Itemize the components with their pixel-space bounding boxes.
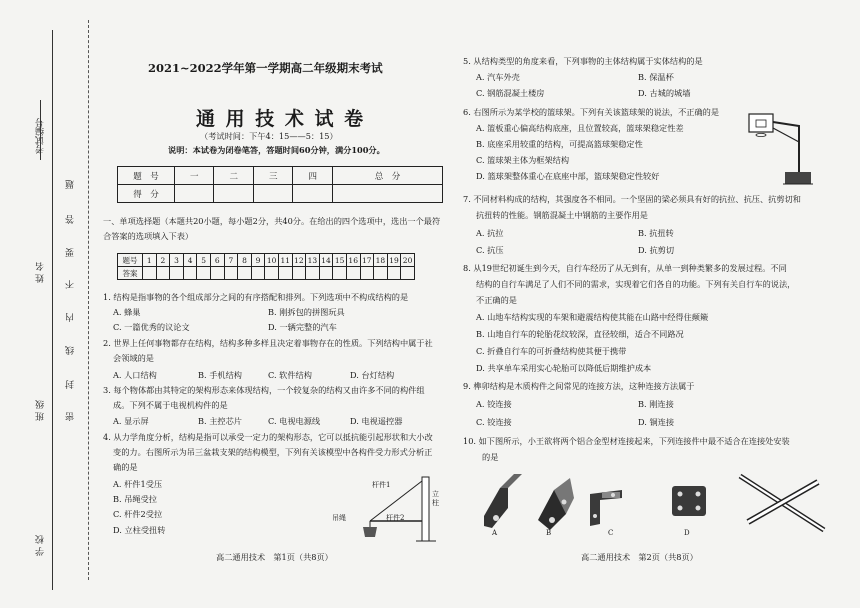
q1-stem: 1. 结构是指事物的各个组成部分之间的有序搭配和排列。下列选项中不构成结构的是 xyxy=(103,292,409,302)
q9-option-b: B. 刚连接 xyxy=(638,399,674,409)
seal-label-6: 线 xyxy=(66,346,76,355)
q9-option-c: C. 铰连接 xyxy=(476,417,512,427)
answer-input-cell[interactable] xyxy=(238,267,252,280)
seal-label-5: 内 xyxy=(66,313,76,322)
q1-option-c: C. 一篇优秀的议论文 xyxy=(113,322,190,332)
q6-option-c: C. 篮球架主体为框架结构 xyxy=(476,155,570,165)
school-label: 学 校 xyxy=(36,535,46,556)
q4-stem-3: 确的是 xyxy=(113,462,138,472)
q8-stem-1: 8. 从19世纪初诞生到今天，自行车经历了从无到有，从单一到种类繁多的发展过程。不同 xyxy=(463,263,787,273)
q3-option-b: B. 主控芯片 xyxy=(198,416,242,426)
answer-number-cell: 10 xyxy=(265,254,279,267)
answer-row-label: 答案 xyxy=(118,267,143,280)
answer-input-cell[interactable] xyxy=(224,267,238,280)
answer-number-cell: 12 xyxy=(292,254,306,267)
answer-input-cell[interactable] xyxy=(374,267,388,280)
q7-option-b: B. 抗扭转 xyxy=(638,228,674,238)
q4-option-b: B. 吊绳受拉 xyxy=(113,494,157,504)
q4-option-a: A. 杆件1受压 xyxy=(113,479,163,489)
score-cell[interactable] xyxy=(293,185,332,203)
answer-number-cell: 17 xyxy=(360,254,374,267)
answer-number-cell: 16 xyxy=(346,254,360,267)
figure-label-rope: 吊绳 xyxy=(332,514,346,522)
figure-label-rod2: 杆件2 xyxy=(386,514,405,522)
q10-stem-1: 10. 如下图所示，小王欲将两个铝合金型材连接起来，下列连接件中最不适合在连接处安装 xyxy=(463,436,790,446)
figure-label-rod1: 杆件1 xyxy=(372,481,391,489)
q1-option-b: B. 刚拆包的拼图玩具 xyxy=(268,307,345,317)
class-label: 班 级 xyxy=(36,400,46,421)
q3-stem-2: 成。下列不属于电视机构件的是 xyxy=(113,400,228,410)
q4-stem-1: 4. 从力学角度分析，结构是指可以承受一定力的架构形态，它可以抵抗能引起形状和大小改 xyxy=(103,432,433,442)
connector-label-b: B xyxy=(546,529,552,537)
answer-number-cell: 14 xyxy=(319,254,333,267)
connector-label-d: D xyxy=(684,529,690,537)
exam-number-field[interactable] xyxy=(40,100,41,160)
q5-option-b: B. 保温杯 xyxy=(638,72,674,82)
score-cell[interactable] xyxy=(332,185,442,203)
answer-input-cell[interactable] xyxy=(401,267,415,280)
answer-row-label: 题号 xyxy=(118,254,143,267)
q5-option-a: A. 汽车外壳 xyxy=(476,72,520,82)
q4-option-d: D. 立柱受扭转 xyxy=(113,525,166,535)
seal-label-1: 题 xyxy=(66,180,76,189)
q7-option-d: D. 抗剪切 xyxy=(638,245,675,255)
exam-time: （考试时间：下午4：15——5：15） xyxy=(200,131,338,141)
answer-number-cell: 8 xyxy=(238,254,252,267)
seal-label-2: 答 xyxy=(66,215,76,224)
score-header: 四 xyxy=(293,167,332,185)
connector-a xyxy=(484,474,522,528)
connector-b xyxy=(538,478,574,530)
q2-option-b: B. 手机结构 xyxy=(198,370,242,380)
q3-stem-1: 3. 每个物体都由其特定的架构形态来体现结构，一个较复杂的结构又由许多不同的构件组 xyxy=(103,385,425,395)
seal-label-8: 密 xyxy=(66,412,76,421)
seal-dashed-line xyxy=(88,20,89,580)
answer-number-cell: 19 xyxy=(387,254,401,267)
answer-input-cell[interactable] xyxy=(278,267,292,280)
q5-option-c: C. 钢筋混凝土楼房 xyxy=(476,88,545,98)
seal-label-3: 要 xyxy=(66,248,76,257)
answer-number-cell: 1 xyxy=(143,254,157,267)
q4-option-c: C. 杆件2受拉 xyxy=(113,509,163,519)
answer-input-cell[interactable] xyxy=(319,267,333,280)
q8-stem-3: 不正确的是 xyxy=(476,295,517,305)
q8-option-d: D. 共享单车采用实心轮胎可以降低后期维护成本 xyxy=(476,363,652,373)
q9-option-d: D. 铜连接 xyxy=(638,417,675,427)
connector-label-a: A xyxy=(492,529,498,537)
answer-input-cell[interactable] xyxy=(292,267,306,280)
answer-number-cell: 3 xyxy=(170,254,184,267)
q10-stem-2: 的是 xyxy=(482,452,499,462)
aluminium-profiles xyxy=(740,476,824,530)
q5-stem: 5. 从结构类型的角度来看，下列事物的主体结构属于实体结构的是 xyxy=(463,56,703,66)
q8-stem-2: 结构的自行车满足了人们不同的需求，实现着它们各自的功能。下列有关自行车的说法， xyxy=(476,279,796,289)
section1-line-1: 一、单项选择题（本题共20小题，每小题2分，共40分。在给出的四个选项中，选出一个最符 xyxy=(103,216,441,226)
q3-option-a: A. 显示屏 xyxy=(113,416,149,426)
answer-number-cell: 15 xyxy=(333,254,347,267)
q9-option-a: A. 铰连接 xyxy=(476,399,512,409)
q6-option-d: D. 篮球架整体重心在底座中部，篮球架稳定性较好 xyxy=(476,171,660,181)
answer-number-cell: 6 xyxy=(210,254,224,267)
answer-input-cell[interactable] xyxy=(170,267,184,280)
answer-input-cell[interactable] xyxy=(197,267,211,280)
q7-option-c: C. 抗压 xyxy=(476,245,504,255)
exam-title: 2021~2022学年第一学期高二年级期末考试 xyxy=(148,61,383,75)
answer-number-cell: 5 xyxy=(197,254,211,267)
exam-number-label: 考试编号 xyxy=(36,118,46,154)
seal-label-7: 封 xyxy=(66,380,76,389)
q8-option-b: B. 山地自行车的轮胎花纹较深，直径较细，适合不同路况 xyxy=(476,329,684,339)
score-header: 一 xyxy=(175,167,214,185)
q1-option-a: A. 蜂巢 xyxy=(113,307,141,317)
answer-number-cell: 18 xyxy=(374,254,388,267)
answer-input-cell[interactable] xyxy=(387,267,401,280)
score-cell[interactable] xyxy=(253,185,292,203)
q7-option-a: A. 抗拉 xyxy=(476,228,504,238)
q6-stem: 6. 右图所示为某学校的篮球架。下列有关该篮球架的说法，不正确的是 xyxy=(463,107,720,117)
score-header: 题 号 xyxy=(118,167,175,185)
answer-input-cell[interactable] xyxy=(306,267,320,280)
q6-option-a: A. 篮板重心偏高结构底座，且位置较高，篮球架稳定性差 xyxy=(476,123,684,133)
answer-number-cell: 9 xyxy=(251,254,265,267)
score-header: 总 分 xyxy=(332,167,442,185)
answer-input-cell[interactable] xyxy=(251,267,265,280)
q3-option-d: D. 电视遥控器 xyxy=(350,416,403,426)
basketball-stand-figure xyxy=(745,112,815,190)
figure-label-pillar: 立柱 xyxy=(432,490,439,507)
connector-d xyxy=(672,486,706,516)
answer-input-cell[interactable] xyxy=(346,267,360,280)
answer-number-cell: 7 xyxy=(224,254,238,267)
exam-note: 说明：本试卷为闭卷笔答，答题时间60分钟，满分100分。 xyxy=(168,145,385,155)
q2-stem-2: 会领域的是 xyxy=(113,353,154,363)
score-table xyxy=(117,166,443,203)
answer-number-cell: 20 xyxy=(401,254,415,267)
seal-label-4: 不 xyxy=(66,280,76,289)
q2-stem-1: 2. 世界上任何事物都存在结构，结构多种多样且决定着事物存在的性质。下列结构中属于社 xyxy=(103,338,433,348)
q3-option-c: C. 电视电源线 xyxy=(268,416,321,426)
page1-footer: 高二通用技术 第1页（共8页） xyxy=(216,552,333,562)
score-header: 三 xyxy=(253,167,292,185)
answer-input-cell[interactable] xyxy=(156,267,170,280)
q2-option-d: D. 台灯结构 xyxy=(350,370,395,380)
answer-number-cell: 13 xyxy=(306,254,320,267)
q6-option-b: B. 底座采用较重的结构，可提高篮球架稳定性 xyxy=(476,139,643,149)
answer-input-cell[interactable] xyxy=(183,267,197,280)
q1-option-d: D. 一辆完整的汽车 xyxy=(268,322,337,332)
answer-number-cell: 11 xyxy=(278,254,292,267)
answer-table xyxy=(117,253,415,280)
q8-option-a: A. 山地车结构实现的车架和避震结构使其能在山路中经得住颠簸 xyxy=(476,312,709,322)
answer-input-cell[interactable] xyxy=(210,267,224,280)
answer-number-cell: 2 xyxy=(156,254,170,267)
score-header: 二 xyxy=(214,167,253,185)
q8-option-c: C. 折叠自行车的可折叠结构使其便于携带 xyxy=(476,346,627,356)
q7-stem-2: 抗扭转的性能。钢筋混凝土中钢筋的主要作用是 xyxy=(476,210,648,220)
score-cell[interactable] xyxy=(175,185,214,203)
binding-line xyxy=(52,30,53,590)
answer-input-cell[interactable] xyxy=(265,267,279,280)
q4-stem-2: 变的力。右图所示为吊三盆栽支架的结构模型，下列有关该模型中各构件受力形式分析正 xyxy=(113,447,433,457)
answer-input-cell[interactable] xyxy=(360,267,374,280)
q2-option-a: A. 人口结构 xyxy=(113,370,157,380)
section1-line-2: 合答案的选项填入下表） xyxy=(103,231,194,241)
score-cell[interactable] xyxy=(214,185,253,203)
q9-stem: 9. 榫卯结构是木质构件之间常见的连接方法，这种连接方法属于 xyxy=(463,381,695,391)
q7-stem-1: 7. 不同材料构成的结构，其强度各不相同。一个坚固的梁必须具有好的抗拉、抗压、抗剪切和 xyxy=(463,194,801,204)
answer-input-cell[interactable] xyxy=(333,267,347,280)
connector-label-c: C xyxy=(608,529,614,537)
score-row-label: 得 分 xyxy=(118,185,175,203)
name-label: 姓 名 xyxy=(36,262,46,283)
connector-c xyxy=(590,490,622,526)
q2-option-c: C. 软件结构 xyxy=(268,370,312,380)
page2-footer: 高二通用技术 第2页（共8页） xyxy=(581,552,698,562)
subject-title: 通 用 技 术 试 卷 xyxy=(196,108,366,130)
answer-number-cell: 4 xyxy=(183,254,197,267)
connector-figures xyxy=(478,468,830,536)
q5-option-d: D. 古城的城墙 xyxy=(638,88,691,98)
answer-input-cell[interactable] xyxy=(143,267,157,280)
